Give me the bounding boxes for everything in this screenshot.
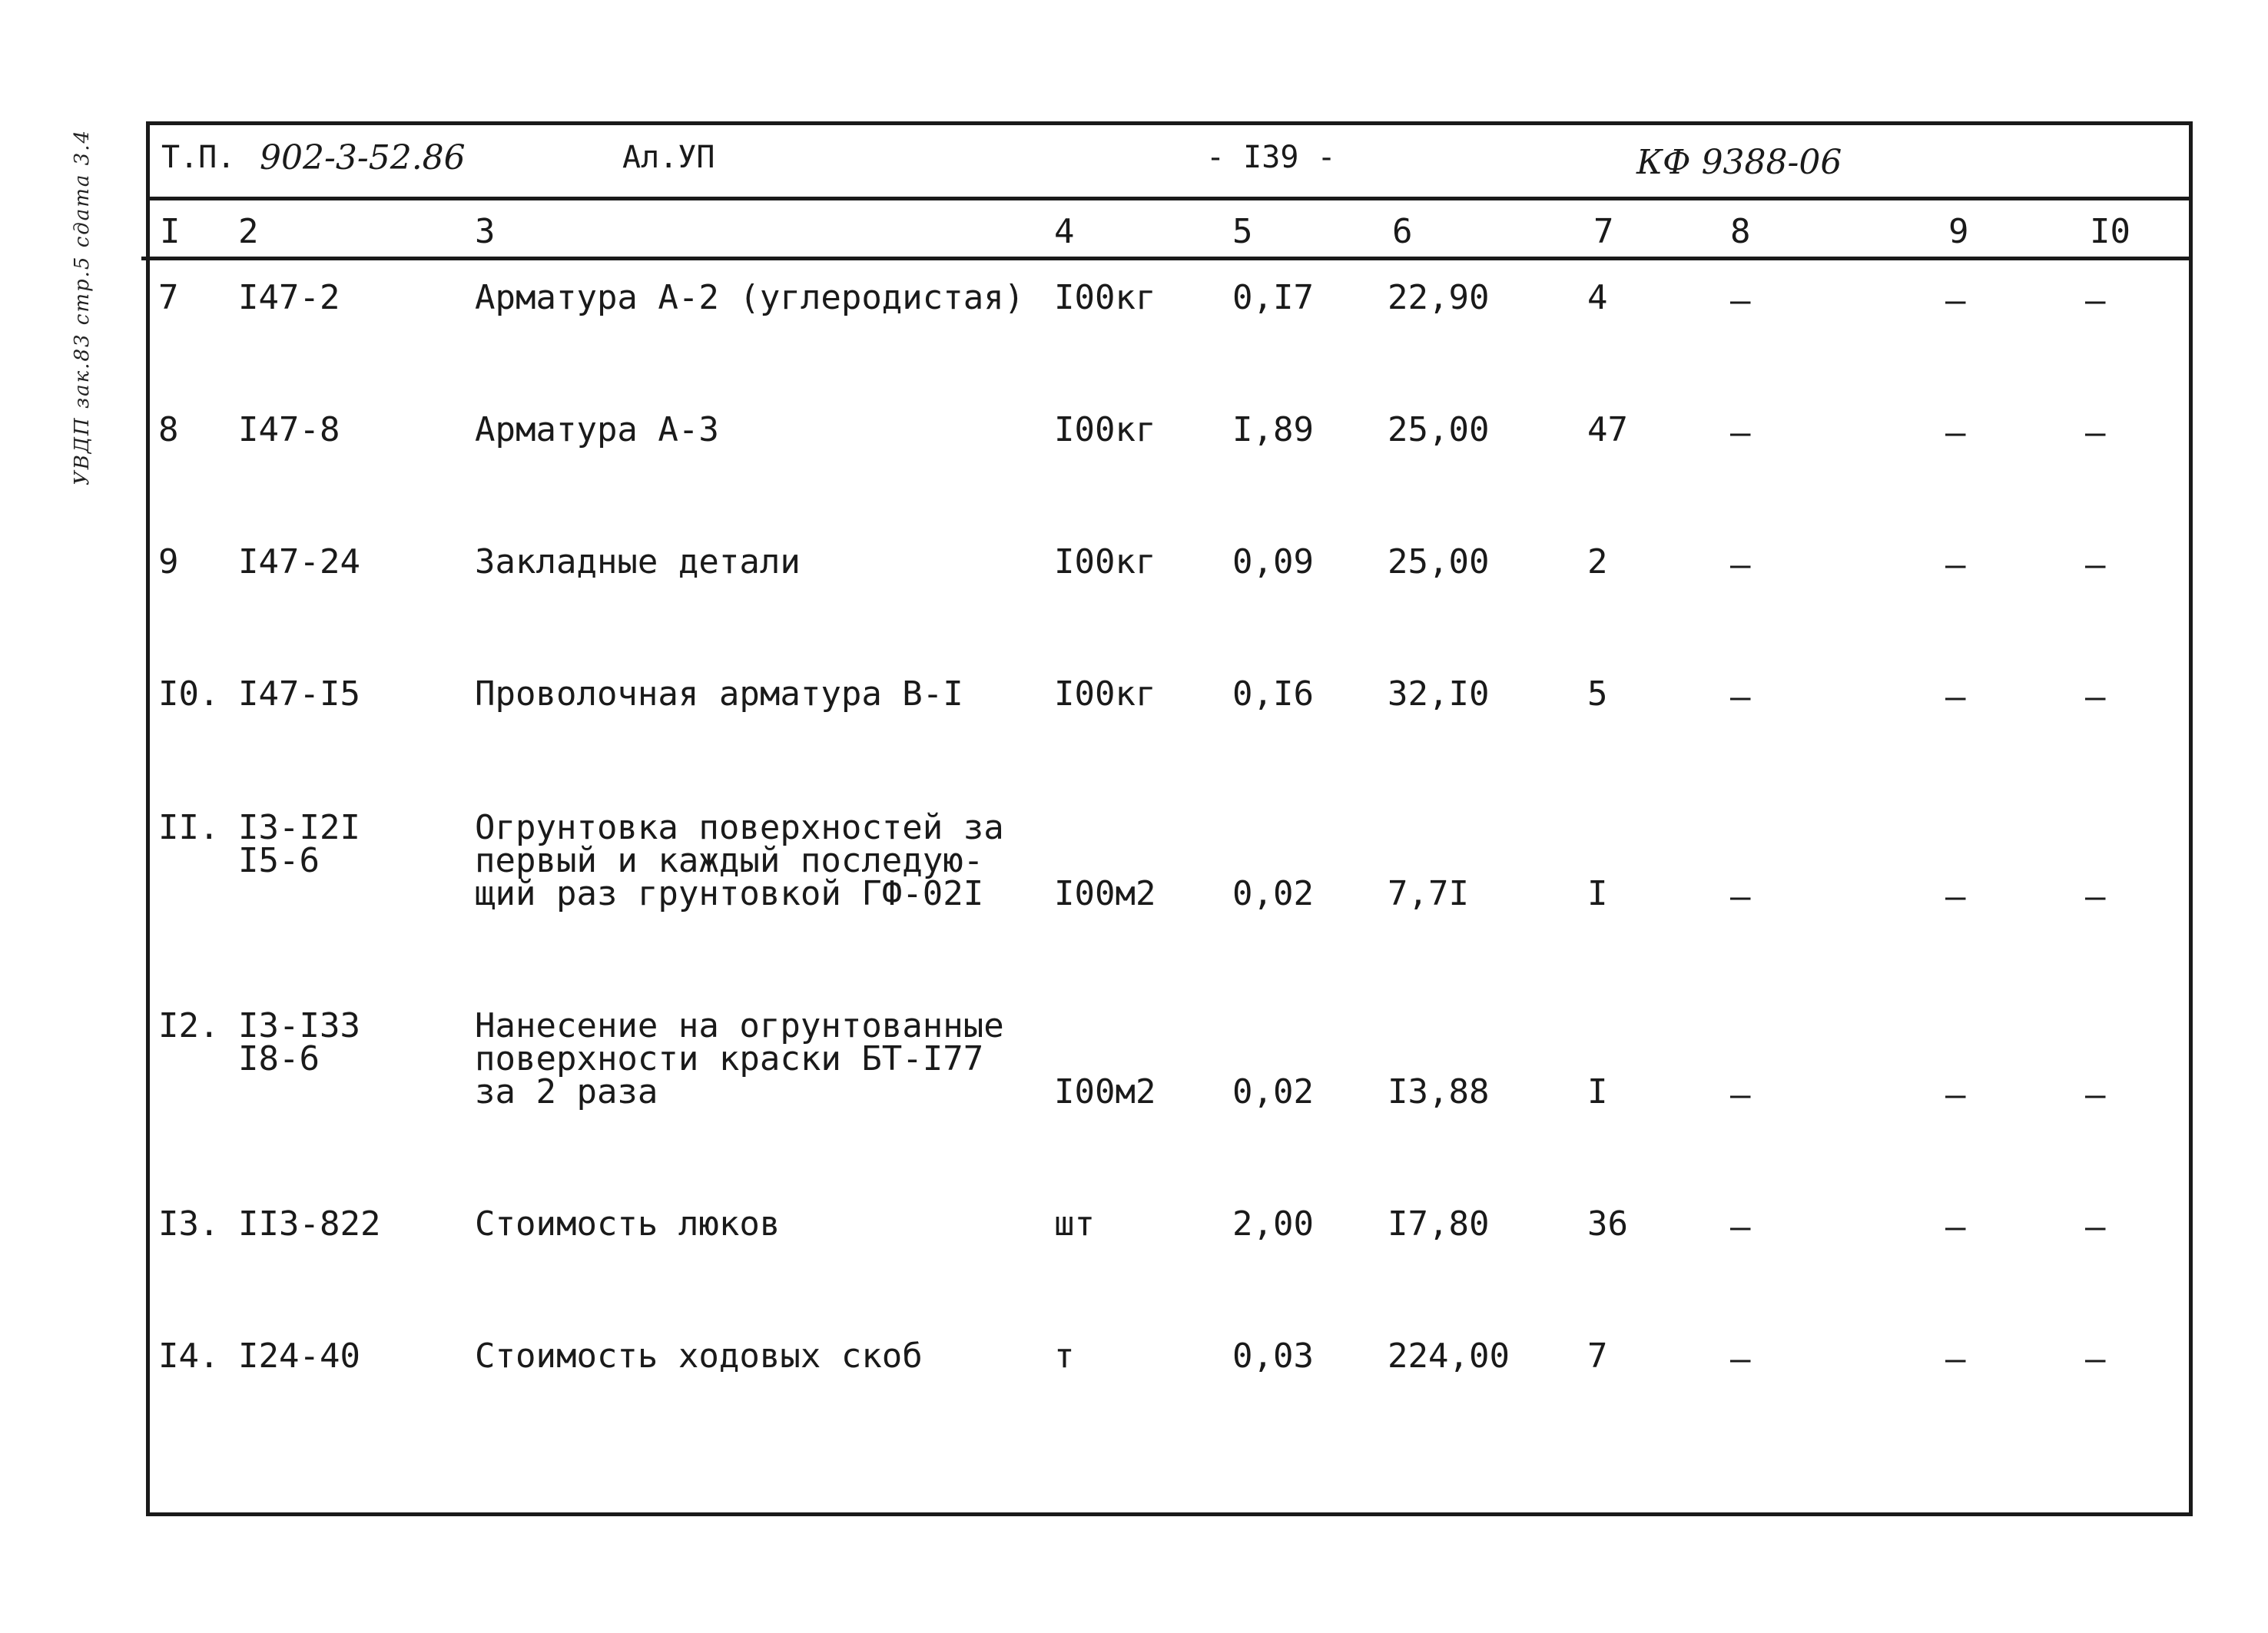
row-total: I <box>1587 874 1608 913</box>
column-header-divider <box>141 257 2193 260</box>
row-quantity: I,89 <box>1232 410 1314 449</box>
row-total: 4 <box>1587 278 1608 317</box>
row-number: I3. <box>158 1204 220 1244</box>
row-c9-dash: – <box>1945 1207 1966 1247</box>
row-c10-dash: – <box>2085 281 2106 320</box>
row-quantity: 0,02 <box>1232 1072 1314 1111</box>
album-label: Ал.УП <box>622 140 715 175</box>
row-code: I47-24 <box>238 542 360 581</box>
row-c10-dash: – <box>2085 545 2106 585</box>
row-number: I2. <box>158 1006 220 1045</box>
row-quantity: 2,00 <box>1232 1204 1314 1244</box>
row-quantity: 0,02 <box>1232 874 1314 913</box>
row-c8-dash: – <box>1730 1207 1751 1247</box>
row-c10-dash: – <box>2085 877 2106 916</box>
row-total: 7 <box>1587 1337 1608 1376</box>
header-divider <box>146 197 2193 200</box>
row-c8-dash: – <box>1730 677 1751 717</box>
row-name: Арматура А-3 <box>475 410 719 449</box>
row-price: I7,80 <box>1388 1204 1490 1244</box>
row-code: I47-I5 <box>238 674 360 714</box>
row-code: I24-40 <box>238 1337 360 1376</box>
row-name: Проволочная арматура В-I <box>475 674 963 714</box>
row-c9-dash: – <box>1945 1340 1966 1379</box>
row-code: I3-I33 I8-6 <box>238 1006 360 1078</box>
row-total: 47 <box>1587 410 1628 449</box>
column-number-10: I0 <box>2090 212 2130 251</box>
row-c9-dash: – <box>1945 877 1966 916</box>
row-price: I3,88 <box>1388 1072 1490 1111</box>
row-number: II. <box>158 808 220 847</box>
row-price: 224,00 <box>1388 1337 1510 1376</box>
row-c9-dash: – <box>1945 1075 1966 1115</box>
row-c10-dash: – <box>2085 1340 2106 1379</box>
column-number-2: 2 <box>238 212 259 251</box>
tp-prefix: Т.П. <box>161 140 236 175</box>
row-unit: I00м2 <box>1054 1072 1156 1111</box>
row-c10-dash: – <box>2085 677 2106 717</box>
row-price: 7,7I <box>1388 874 1469 913</box>
row-total: I <box>1587 1072 1608 1111</box>
row-total: 2 <box>1587 542 1608 581</box>
column-number-8: 8 <box>1730 212 1751 251</box>
row-quantity: 0,I6 <box>1232 674 1314 714</box>
column-number-5: 5 <box>1232 212 1253 251</box>
row-unit: шт <box>1054 1204 1095 1244</box>
row-total: 36 <box>1587 1204 1628 1244</box>
row-quantity: 0,03 <box>1232 1337 1314 1376</box>
row-price: 25,00 <box>1388 542 1490 581</box>
row-name: Стоимость ходовых скоб <box>475 1337 923 1376</box>
row-number: 8 <box>158 410 179 449</box>
table-frame <box>146 121 2193 1516</box>
column-number-6: 6 <box>1392 212 1413 251</box>
row-code: II3-822 <box>238 1204 381 1244</box>
row-unit: т <box>1054 1337 1075 1376</box>
row-unit: I00кг <box>1054 410 1156 449</box>
row-c8-dash: – <box>1730 877 1751 916</box>
row-unit: I00кг <box>1054 278 1156 317</box>
row-c8-dash: – <box>1730 545 1751 585</box>
row-number: I4. <box>158 1337 220 1376</box>
row-quantity: 0,I7 <box>1232 278 1314 317</box>
row-c8-dash: – <box>1730 1075 1751 1115</box>
row-total: 5 <box>1587 674 1608 714</box>
column-number-9: 9 <box>1948 212 1969 251</box>
row-c10-dash: – <box>2085 413 2106 452</box>
row-c9-dash: – <box>1945 545 1966 585</box>
row-c8-dash: – <box>1730 1340 1751 1379</box>
page-number: - I39 - <box>1206 140 1336 175</box>
row-c9-dash: – <box>1945 281 1966 320</box>
row-name: Арматура А-2 (углеродистая) <box>475 278 1025 317</box>
row-price: 22,90 <box>1388 278 1490 317</box>
document-code: КФ 9388-06 <box>1636 143 1842 182</box>
row-c10-dash: – <box>2085 1207 2106 1247</box>
tp-number: 902-3-52.86 <box>260 138 466 177</box>
row-c8-dash: – <box>1730 281 1751 320</box>
column-number-1: I <box>160 212 181 251</box>
row-c10-dash: – <box>2085 1075 2106 1115</box>
row-code: I3-I2I I5-6 <box>238 808 360 880</box>
row-name: Закладные детали <box>475 542 801 581</box>
column-number-4: 4 <box>1054 212 1075 251</box>
row-c9-dash: – <box>1945 677 1966 717</box>
row-code: I47-8 <box>238 410 340 449</box>
row-name: Стоимость люков <box>475 1204 781 1244</box>
row-name: Нанесение на огрунтованные поверхности краски БТ-I77 за 2 раза <box>475 1006 1004 1111</box>
row-unit: I00кг <box>1054 674 1156 714</box>
row-unit: I00кг <box>1054 542 1156 581</box>
row-number: 7 <box>158 278 179 317</box>
row-price: 32,I0 <box>1388 674 1490 714</box>
row-price: 25,00 <box>1388 410 1490 449</box>
row-c9-dash: – <box>1945 413 1966 452</box>
column-number-7: 7 <box>1593 212 1614 251</box>
row-unit: I00м2 <box>1054 874 1156 913</box>
column-number-3: 3 <box>475 212 496 251</box>
side-margin-note: УВДП зак.83 стр.5 сдата 3.4 <box>71 129 94 486</box>
row-c8-dash: – <box>1730 413 1751 452</box>
row-code: I47-2 <box>238 278 340 317</box>
row-name: Огрунтовка поверхностей за первый и каждый последую- щий раз грунтовкой ГФ-02I <box>475 808 1004 913</box>
row-number: 9 <box>158 542 179 581</box>
row-quantity: 0,09 <box>1232 542 1314 581</box>
row-number: I0. <box>158 674 220 714</box>
